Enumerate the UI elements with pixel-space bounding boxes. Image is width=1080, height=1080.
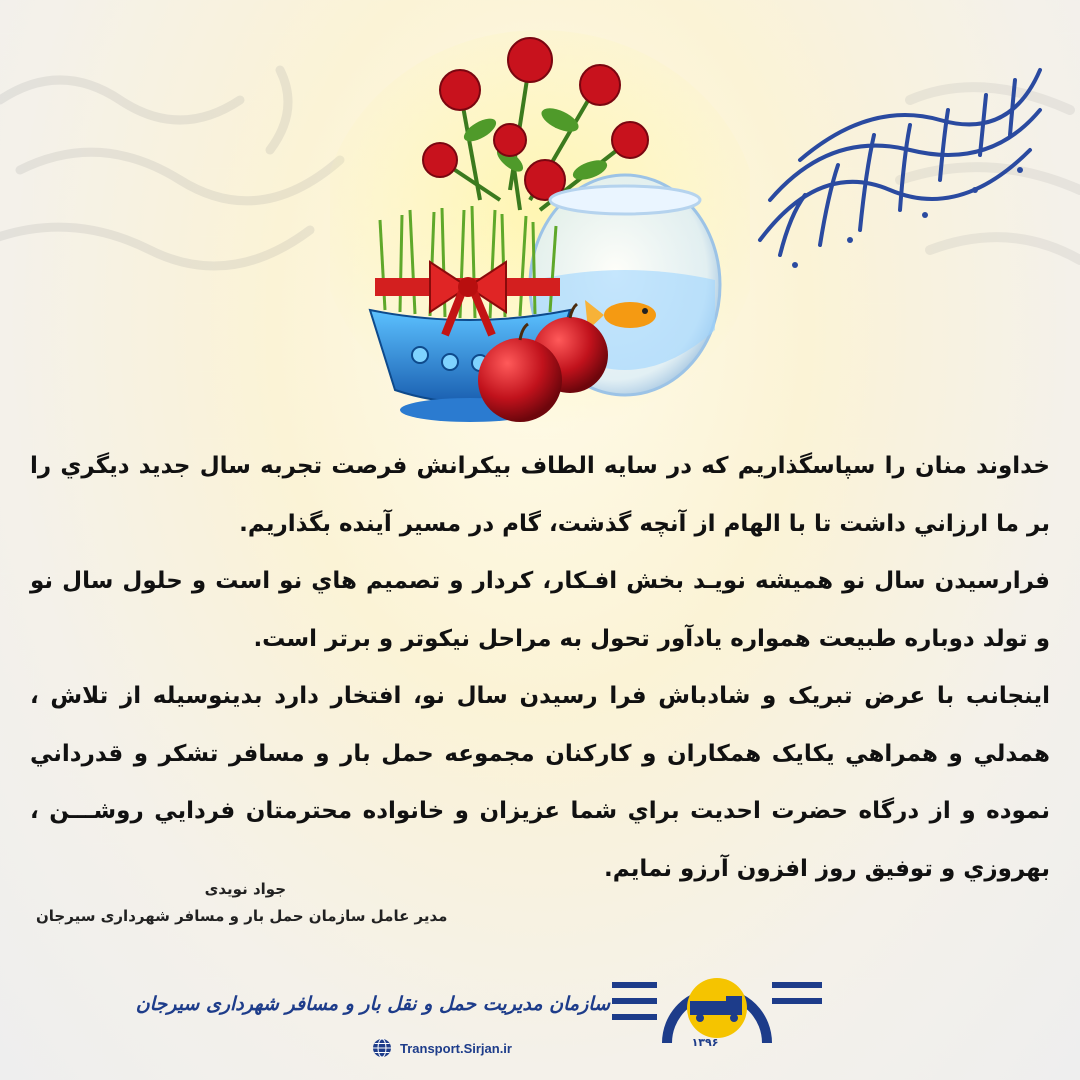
signature-name: جواد نویدی — [204, 880, 286, 898]
website-link[interactable] — [372, 1036, 512, 1060]
message-paragraph: اينجانب با عرض تبريک و شادباش فرا رسيدن سال نو، افتخار دارد بدينوسيله از تلاش ، همدلي و همراهي يكايک همكاران و كاركنان مجموعه حمل بار و مسافر تشكر و قدرداني نموده و از درگاه حضرت احديت براي شما عزيزان و خانواده محترمتان فردايي روشـــن ، بهروزي و توفيق روز افزون آرزو نمايم. — [30, 683, 1050, 882]
calligraphy-prayer — [740, 40, 1050, 270]
signature-title: مدیر عامل سازمان حمل بار و مسافر شهرداری سیرجان — [36, 907, 448, 925]
logo-year: ۱۳۹۶ — [691, 1036, 719, 1049]
message-paragraph: خداوند منان را سپاسگذاريم كه در سايه الطاف بيكرانش فرصت تجربه سال جديد ديگري را بر ما ارزاني داشت تا با الهام از آنچه گذشت، گام در مسير آينده بگذاريم. — [30, 453, 1050, 537]
organization-name: سازمان مدیریت حمل و نقل بار و مسافر شهرداری سیرجان — [135, 993, 610, 1015]
new-year-message — [30, 438, 1050, 898]
website-url: Transport.Sirjan.ir — [400, 1040, 512, 1056]
background-calligraphy — [0, 40, 380, 300]
globe-icon — [372, 1038, 392, 1058]
message-paragraph: فرارسيدن سال نو هميشه نويـد بخش افـكار، كردار و تصميم هاي نو است و حلول سال نو و تولد دوباره طبيعت همواره يادآور تحول به مراحل نيكوتر و برتر است. — [30, 568, 1050, 652]
haft-sin-illustration — [330, 30, 750, 430]
